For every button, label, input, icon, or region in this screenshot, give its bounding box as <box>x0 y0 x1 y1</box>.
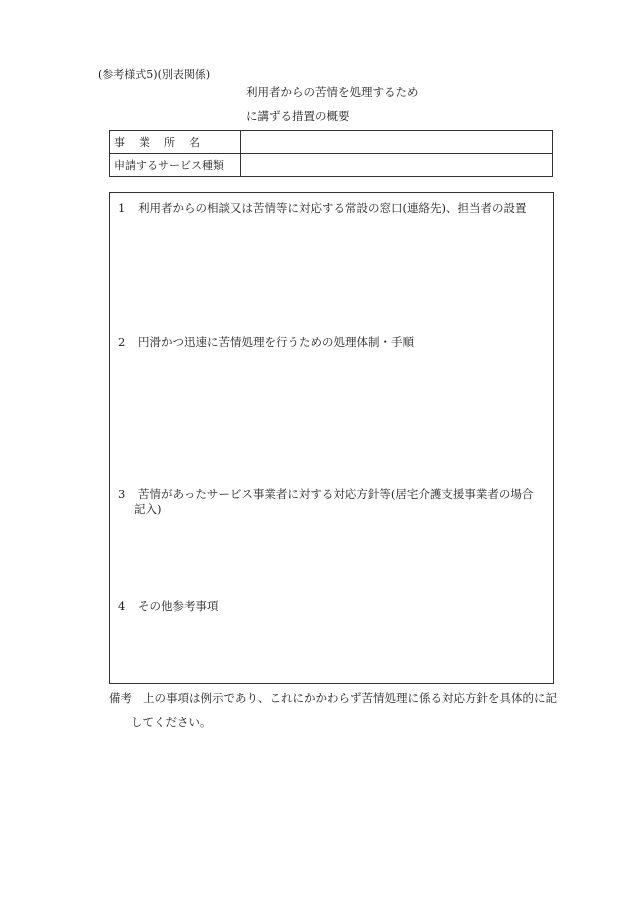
section-1 <box>118 201 526 216</box>
service-type-row <box>110 154 553 177</box>
remarks-text-line1: 上の事項は例示であり、これにかかわらず苦情処理に係る対応方針を具体的に記 <box>142 691 557 705</box>
remarks <box>109 690 557 706</box>
section-2-number: 2 <box>118 335 126 349</box>
measures-box <box>109 192 554 684</box>
section-1-number: 1 <box>118 201 126 215</box>
service-type-field[interactable] <box>241 154 553 177</box>
section-3-text-cont: 記入) <box>134 502 162 516</box>
section-3-text: 苦情があったサービス事業者に対する対応方針等(居宅介護支援事業者の場合 <box>138 487 534 501</box>
section-4-text: その他参考事項 <box>138 599 219 613</box>
service-type-label: 申請するサービス種類 <box>110 154 241 177</box>
info-table <box>109 130 553 177</box>
document-title-line1: 利用者からの苦情を処理するため <box>246 85 419 99</box>
section-4 <box>118 599 219 614</box>
office-name-label: 事業所名 <box>110 131 241 154</box>
office-name-row <box>110 131 553 154</box>
section-1-text: 利用者からの相談又は苦情等に対応する常設の窓口(連絡先)、担当者の設置 <box>138 201 527 215</box>
section-2-text: 円滑かつ迅速に苦情処理を行うための処理体制・手順 <box>138 335 414 349</box>
section-2 <box>118 335 414 350</box>
document-title-line2: に講ずる措置の概要 <box>246 109 350 123</box>
section-3 <box>118 487 533 517</box>
office-name-field[interactable] <box>241 131 553 154</box>
section-4-number: 4 <box>118 599 126 613</box>
remarks-text-line2: してください。 <box>131 715 212 729</box>
remarks-label: 備考 <box>109 691 132 705</box>
section-3-number: 3 <box>118 487 126 501</box>
form-label: (参考様式5)(別表関係) <box>98 68 211 81</box>
